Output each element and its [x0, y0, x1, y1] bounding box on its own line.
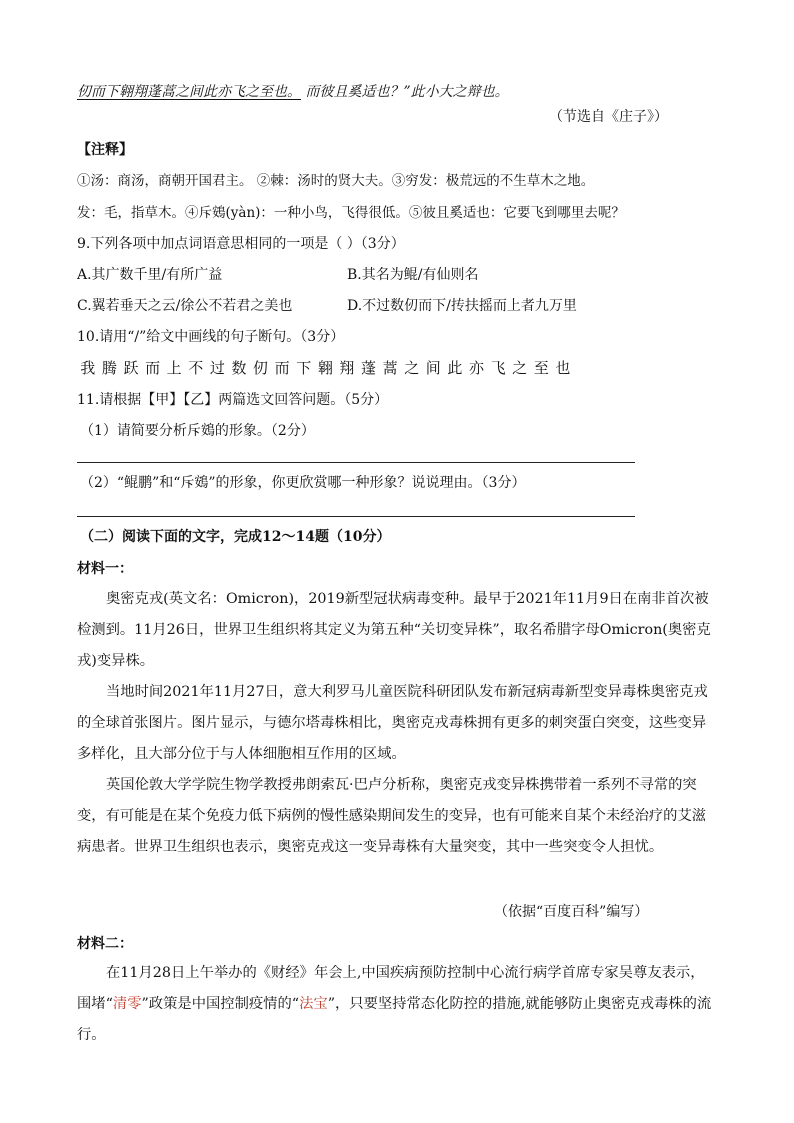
q9-option-d: D.不过数仞而下/抟扶摇而上者九万里 — [347, 298, 577, 314]
material1-source: （依据“百度百科”编写） — [494, 904, 649, 920]
q10-stem: 10.请用“/”给文中画线的句子断句。（3分） — [77, 329, 345, 345]
q10-char: 仞 — [253, 359, 269, 377]
material2-highlight-qingling: 清零 — [112, 996, 142, 1012]
material2-label: 材料二： — [77, 936, 133, 952]
q10-char: 我 — [80, 359, 96, 377]
q9-stem: 9.下列各项中加点词语意思相同的一项是（ ）（3分） — [77, 236, 405, 252]
q10-char: 上 — [166, 359, 182, 377]
material2-text-c: ”政策是中国控制疫情的“ — [141, 996, 300, 1012]
q10-char: 腾 — [101, 359, 117, 377]
material1-paragraph-3-text: 英国伦敦大学学院生物学教授弗朗索瓦·巴卢分析称，奥密克戎变异株携带着一系列不寻常的突变，有可能是在某个免疫力低下病例的慢性感染期间发生的变异，也有可能来自某个未经治疗的艾滋病患者。世界卫生组织也表示，奥密克戎这一变异毒株有大量突变，其中一些突变令人担忧。 — [77, 777, 707, 855]
q11-sub2: （2）“鲲鹏”和“斥鴳”的形象，你更欣赏哪一种形象？说说理由。（3分） — [80, 475, 526, 491]
q10-char: 至 — [533, 359, 549, 377]
q10-char: 蓬 — [361, 359, 377, 377]
q11-stem: 11.请根据【甲】【乙】两篇选文回答问题。（5分） — [77, 392, 389, 408]
q10-char: 翱 — [317, 359, 333, 377]
q10-sentence — [77, 358, 574, 378]
material1-paragraph-2 — [77, 677, 717, 770]
q10-char: 亦 — [468, 359, 484, 377]
material2-paragraph-1 — [77, 958, 717, 1051]
passage-source: （节选自《庄子》） — [549, 109, 668, 125]
material1-label: 材料一： — [77, 561, 133, 577]
underlined-sentence: 仞而下翱翔蓬蒿之间此亦飞之至也。 — [77, 84, 301, 100]
material2-text-e: ”，只要坚持常态化防控的措施,就能够防止奥密克戎毒株的流行。 — [77, 996, 712, 1043]
passage-line-rest: 而彼且奚适也？”此小大之辩也。 — [305, 84, 509, 100]
q10-char: 而 — [145, 359, 161, 377]
answer-line-2 — [77, 516, 635, 517]
material2-highlight-fabao: 法宝 — [299, 996, 328, 1012]
answer-line-1 — [77, 462, 635, 463]
q10-char: 数 — [231, 359, 247, 377]
q9-option-a: A.其广数千里/有所广益 — [77, 267, 223, 283]
q9-option-c: C.翼若垂天之云/徐公不若君之美也 — [77, 298, 293, 314]
material2-text-a: 在11月28日上午举办的《财经》年会上,中国疾病预防控制中心流行病学首席专家吴尊友表示，围堵“ — [77, 965, 705, 1012]
q10-char: 间 — [425, 359, 441, 377]
q10-char: 之 — [404, 359, 420, 377]
passage-line — [77, 82, 509, 102]
material1-paragraph-3 — [77, 770, 717, 863]
notes-line-2: 发：毛，指草木。④斥鴳(yàn)：一种小鸟，飞得很低。⑤彼且奚适也：它要飞到哪里去呢？ — [77, 205, 625, 221]
q10-char: 跃 — [123, 359, 139, 377]
material1-paragraph-1 — [77, 584, 717, 677]
q11-sub1: （1）请简要分析斥鴳的形象。（2分） — [80, 423, 315, 439]
notes-line-1: ①汤：商汤，商朝开国君主。 ②棘：汤时的贤大夫。③穷发：极荒远的不生草木之地。 — [77, 173, 595, 189]
q10-char: 此 — [447, 359, 463, 377]
section2-heading: （二）阅读下面的文字，完成12～14题（10分） — [80, 529, 391, 545]
q10-char: 过 — [209, 359, 225, 377]
notes-heading: 【注释】 — [77, 142, 133, 158]
q10-char: 也 — [555, 359, 571, 377]
q10-char: 翔 — [339, 359, 355, 377]
material1-paragraph-1-text: 奥密克戎(英文名：Omicron)，2019新型冠状病毒变种。最早于2021年11月9日在南非首次被检测到。11月26日，世界卫生组织将其定义为第五种“关切变异株”，取名希腊字母Omicron(奥密克戎)变异株。 — [77, 591, 711, 669]
q10-char: 而 — [274, 359, 290, 377]
q10-char: 之 — [512, 359, 528, 377]
q10-char: 不 — [188, 359, 204, 377]
q9-option-b: B.其名为鲲/有仙则名 — [347, 267, 479, 283]
q10-char: 下 — [296, 359, 312, 377]
q10-char: 飞 — [490, 359, 506, 377]
q10-char: 蒿 — [382, 359, 398, 377]
material1-paragraph-2-text: 当地时间2021年11月27日，意大利罗马儿童医院科研团队发布新冠病毒新型变异毒株奥密克戎的全球首张图片。图片显示，与德尔塔毒株相比，奥密克戎毒株拥有更多的刺突蛋白突变，这些变异多样化，且大部分位于与人体细胞相互作用的区域。 — [77, 684, 708, 762]
